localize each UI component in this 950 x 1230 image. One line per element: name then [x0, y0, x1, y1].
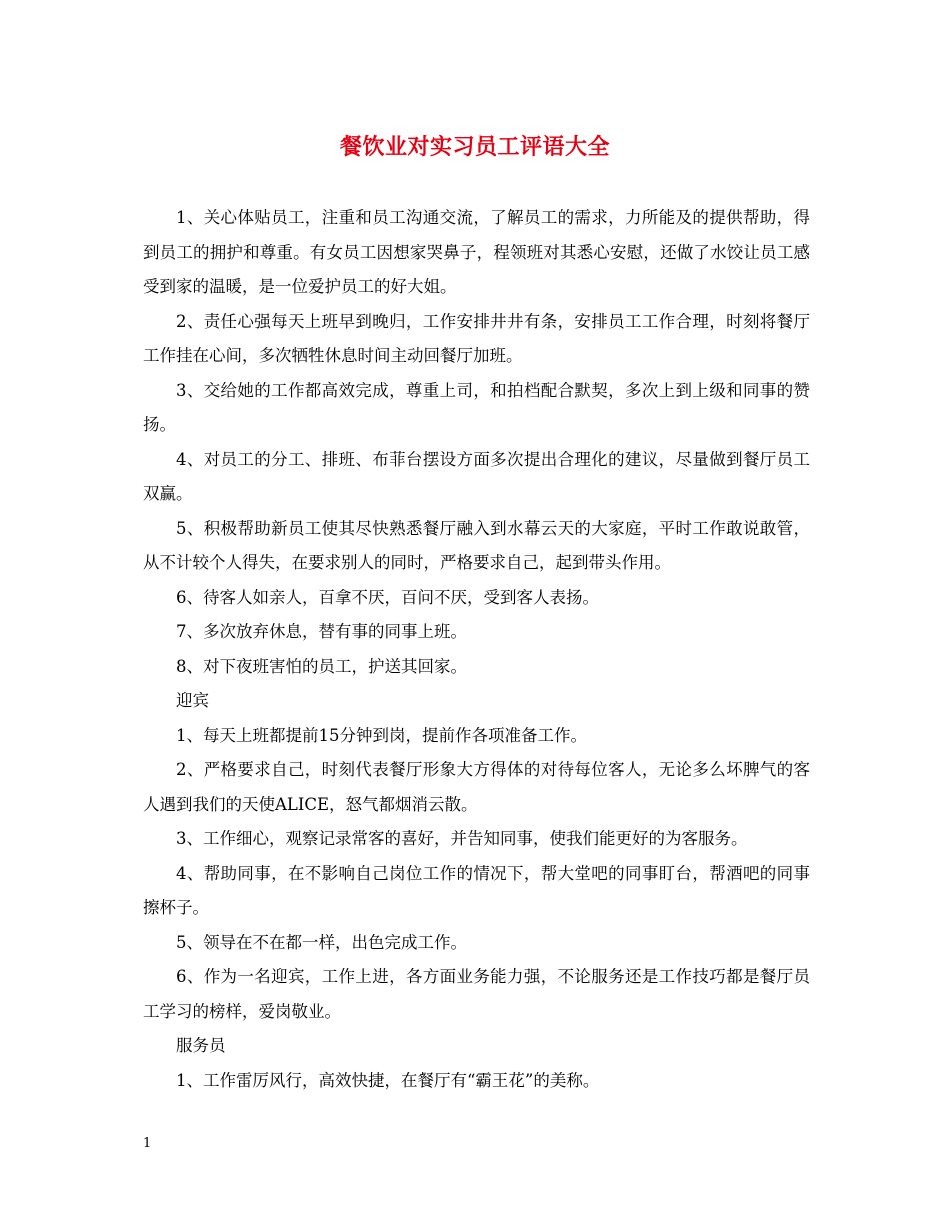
paragraph: 1、工作雷厉风行，高效快捷，在餐厅有“霸王花”的美称。 — [176, 1070, 600, 1090]
paragraph: 1、关心体贴员工，注重和员工沟通交流，了解员工的需求，力所能及的提供帮助，得到员工的拥护和尊重。有女员工因想家哭鼻子，程领班对其悉心安慰，还做了水饺让员工感受到家的温暖，是一位爱护员工的好大姐。 — [143, 208, 810, 296]
page-number: 1 — [143, 1136, 152, 1151]
document-body — [143, 201, 810, 1098]
paragraph: 2、严格要求自己，时刻代表餐厅形象大方得体的对待每位客人，无论多么坏脾气的客人遇到我们的天使ALICE，怒气都烟消云散。 — [143, 760, 810, 814]
section-heading-greeter: 迎宾 — [176, 691, 209, 710]
paragraph: 3、工作细心，观察记录常客的喜好，并告知同事，使我们能更好的为客服务。 — [176, 829, 748, 848]
paragraph: 4、对员工的分工、排班、布菲台摆设方面多次提出合理化的建议，尽量做到餐厅员工双赢。 — [143, 449, 810, 503]
paragraph: 7、多次放弃休息，替有事的同事上班。 — [176, 622, 467, 641]
paragraph: 5、积极帮助新员工使其尽快熟悉餐厅融入到水幕云天的大家庭，平时工作敢说敢管，从不计较个人得失，在要求别人的同时，严格要求自己，起到带头作用。 — [143, 518, 810, 572]
document-title: 餐饮业对实习员工评语大全 — [339, 135, 610, 160]
paragraph: 4、帮助同事，在不影响自己岗位工作的情况下，帮大堂吧的同事盯台，帮酒吧的同事擦杯子。 — [143, 863, 810, 917]
paragraph: 6、待客人如亲人，百拿不厌，百问不厌，受到客人表扬。 — [176, 587, 599, 607]
paragraph: 8、对下夜班害怕的员工，护送其回家。 — [176, 656, 467, 676]
paragraph: 5、领导在不在都一样，出色完成工作。 — [176, 932, 467, 952]
paragraph: 3、交给她的工作都高效完成，尊重上司，和拍档配合默契，多次上到上级和同事的赞扬。 — [143, 380, 810, 434]
paragraph: 2、责任心强每天上班早到晚归，工作安排井井有条，安排员工工作合理，时刻将餐厅工作挂在心间，多次牺牲休息时间主动回餐厅加班。 — [143, 311, 810, 365]
paragraph: 6、作为一名迎宾，工作上进，各方面业务能力强，不论服务还是工作技巧都是餐厅员工学习的榜样，爱岗敬业。 — [143, 967, 810, 1021]
section-heading-waiter: 服务员 — [176, 1036, 226, 1055]
paragraph: 1、每天上班都提前15分钟到岗，提前作各项准备工作。 — [176, 725, 587, 745]
